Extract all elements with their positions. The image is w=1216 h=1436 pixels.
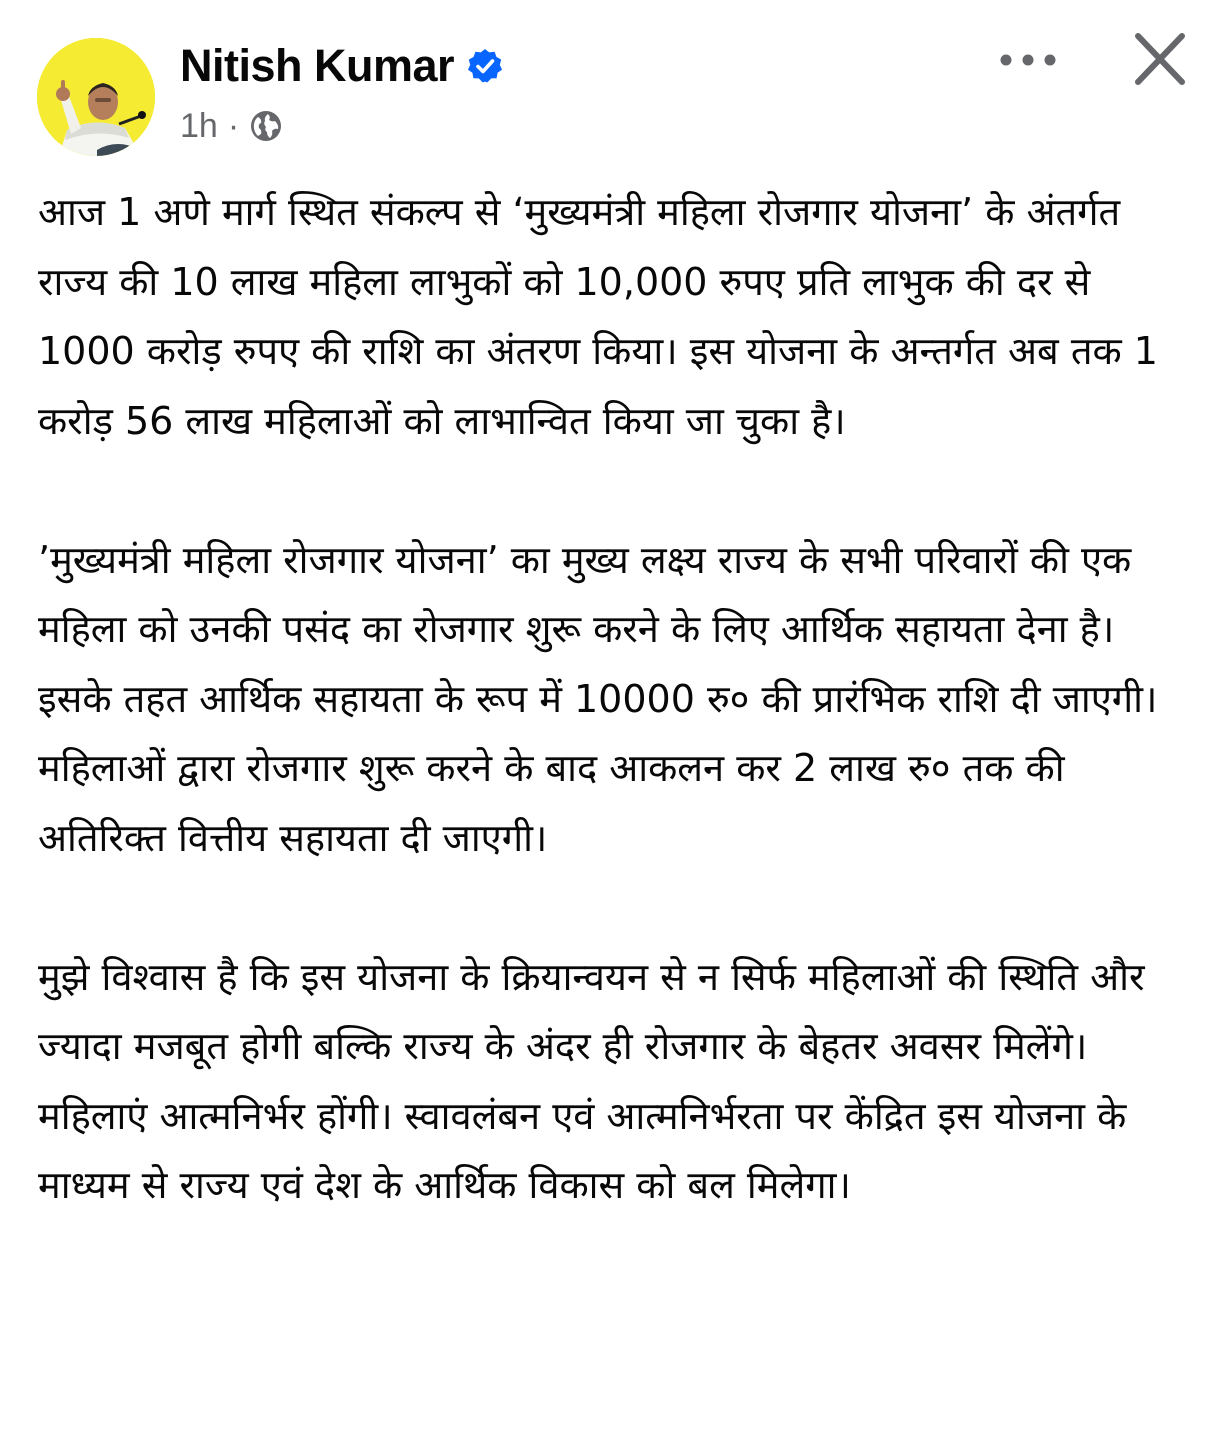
- post-paragraph: आज 1 अणे मार्ग स्थित संकल्प से ‘मुख्यमंत्री महिला रोजगार योजना’ के अंतर्गत राज्य की 10 लाख महिला लाभुकों को 10,000 रुपए प्रति लाभुक की दर से 1000 करोड़ रुपए की राशि का अंतरण किया। इस योजना के अन्तर्गत अब तक 1 करोड़ 56 लाख महिलाओं को लाभान्वित किया जा चुका है।: [38, 190, 1158, 443]
- globe-icon[interactable]: [249, 109, 283, 143]
- more-options-button[interactable]: [996, 40, 1060, 80]
- post-meta: [180, 102, 283, 150]
- avatar-photo: [37, 38, 155, 156]
- author-avatar[interactable]: [37, 38, 155, 156]
- author-row: [180, 38, 504, 94]
- post-text: [38, 178, 1188, 1221]
- post-paragraph: मुझे विश्वास है कि इस योजना के क्रियान्वयन से न सिर्फ महिलाओं की स्थिति और ज्यादा मजबूत होगी बल्कि राज्य के अंदर ही रोजगार के बेहतर अवसर मिलेंगे। महिलाएं आत्मनिर्भर होंगी। स्वावलंबन एवं आत्मनिर्भरता पर केंद्रित इस योजना के माध्यम से राज्य एवं देश के आर्थिक विकास को बल मिलेगा।: [38, 954, 1145, 1207]
- verified-badge-icon: [466, 47, 504, 85]
- author-name[interactable]: Nitish Kumar: [180, 40, 455, 91]
- post-timestamp[interactable]: 1h: [180, 106, 218, 145]
- post-paragraph: ’मुख्यमंत्री महिला रोजगार योजना’ का मुख्य लक्ष्य राज्य के सभी परिवारों की एक महिला को उनकी पसंद का रोजगार शुरू करने के लिए आर्थिक सहायता देना है। इसके तहत आर्थिक सहायता के रूप में 10000 रु० की प्रारंभिक राशि दी जाएगी। महिलाओं द्वारा रोजगार शुरू करने के बाद आकलन कर 2 लाख रु० तक की अतिरिक्त वित्तीय सहायता दी जाएगी।: [38, 537, 1158, 860]
- close-button[interactable]: [1128, 30, 1192, 90]
- close-icon: [1128, 30, 1192, 90]
- meta-separator: ·: [227, 106, 240, 145]
- post-header: [0, 0, 1216, 160]
- more-horizontal-icon: [996, 40, 1060, 80]
